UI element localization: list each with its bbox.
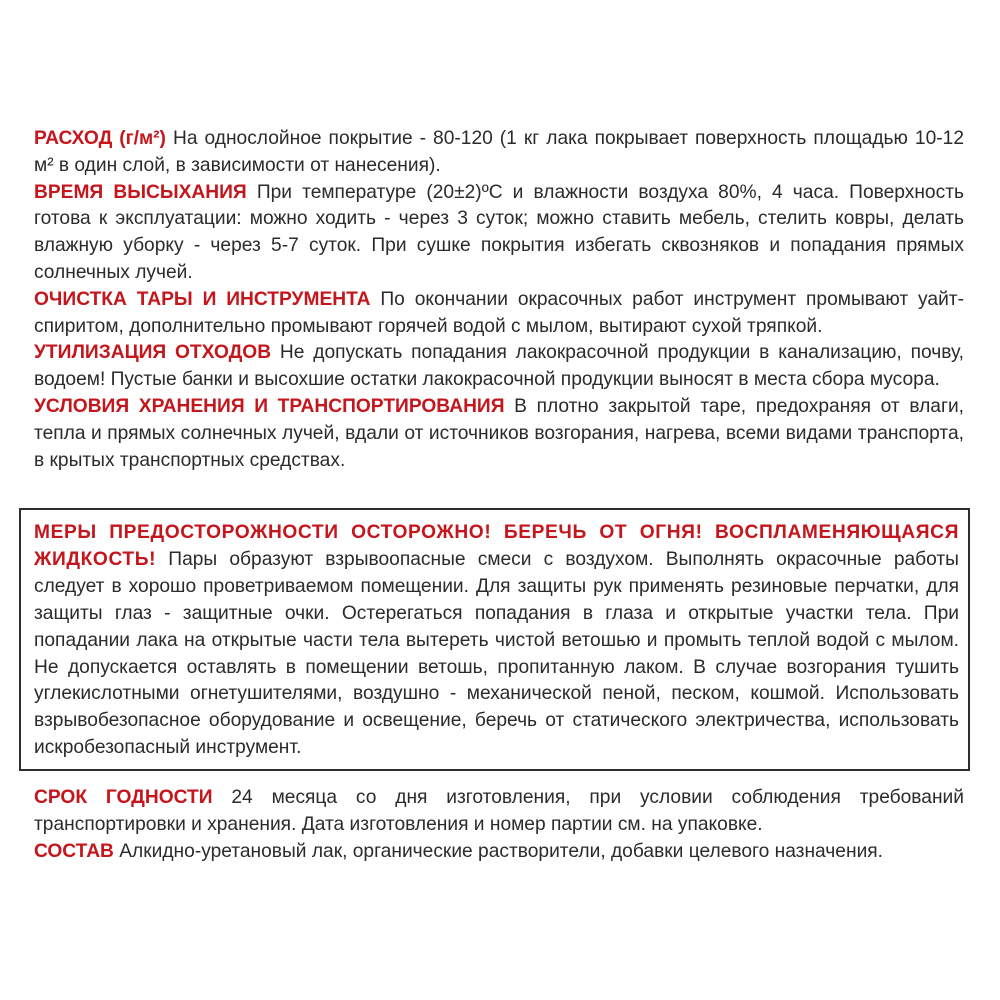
disposal-heading: УТИЛИЗАЦИЯ ОТХОДОВ [34,342,272,364]
safety-warning-box [19,508,970,771]
safety-warning-paragraph [34,520,959,762]
disposal-text: Не допускать попадания лакокрасочной продукции в канализацию, почву, водоем! Пустые банки и высохшие остатки лакокрасочной продукции выносят в места сбора мусора. [34,342,964,391]
shelf-life-heading: СРОК ГОДНОСТИ [34,787,213,808]
drying-time-paragraph [34,180,964,287]
storage-heading: УСЛОВИЯ ХРАНЕНИЯ И ТРАНСПОРТИРОВАНИЯ [34,395,505,417]
disposal-paragraph [34,340,964,394]
drying-time-heading: ВРЕМЯ ВЫСЫХАНИЯ [34,181,247,203]
specifications-block [34,126,964,474]
storage-paragraph [34,394,964,474]
cleaning-text: По окончании окрасочных работ инструмент промывают уайт-спиритом, дополнительно промывают горячей водой с мылом, вытирают сухой тряпкой. [34,288,964,337]
cleaning-paragraph [34,287,964,341]
composition-text: Алкидно-уретановый лак, органические растворители, добавки целевого назначения. [119,840,884,862]
consumption-text: На однослойное покрытие - 80-120 (1 кг лака покрывает поверхность площадью 10-12 м² в один слой, в зависимости от нанесения). [34,128,964,176]
consumption-paragraph [34,126,964,180]
drying-time-text: При температуре (20±2)ºС и влажности воздуха 80%, 4 часа. Поверхность готова к эксплуатации: можно ходить - через 3 суток; можно ставить мебель, стелить ковры, делать влажную уборку - через 5-7 суток. При сушке покрытия избегать сквозняков и попадания прямых солнечных лучей. [34,181,964,283]
shelf-life-paragraph [34,785,964,839]
storage-text: В плотно закрытой таре, предохраняя от влаги, тепла и прямых солнечных лучей, вдали от источников возгорания, нагрева, всеми видами транспорта, в крытых транспортных средствах. [34,395,965,471]
cleaning-heading: ОЧИСТКА ТАРЫ И ИНСТРУМЕНТА [34,288,371,310]
footer-block [34,785,964,865]
safety-warning-text: Пары образуют взрывоопасные смеси с воздухом. Выполнять окрасочные работы следует в хорошо проветриваемом помещении. Для защиты рук применять резиновые перчатки, для защиты глаз - защитные очки. Остерегаться попадания в глаза и открытые участки тела. При попадании лака на открытые части тела вытереть чистой ветошью и промыть теплой водой с мылом. Не допускается оставлять в помещении ветошь, пропитанную лаком. В случае возгорания тушить углекислотными огнетушителями, воздушно - механической пеной, песком, кошмой. Использовать взрывобезопасное оборудование и освещение, беречь от статического электричества, использовать искробезопасный инструмент. [34,548,959,759]
composition-paragraph [34,839,964,866]
composition-heading: СОСТАВ [34,840,114,862]
shelf-life-text: 24 месяца со дня изготовления, при условии соблюдения требований транспортировки и хранения. Дата изготовления и номер партии см. на упаковке. [34,787,964,835]
consumption-heading: РАСХОД (г/м²) [34,128,166,149]
safety-warning-heading: МЕРЫ ПРЕДОСТОРОЖНОСТИ ОСТОРОЖНО! БЕРЕЧЬ ОТ ОГНЯ! ВОСПЛАМЕНЯЮЩАЯСЯ ЖИДКОСТЬ! [34,522,959,570]
